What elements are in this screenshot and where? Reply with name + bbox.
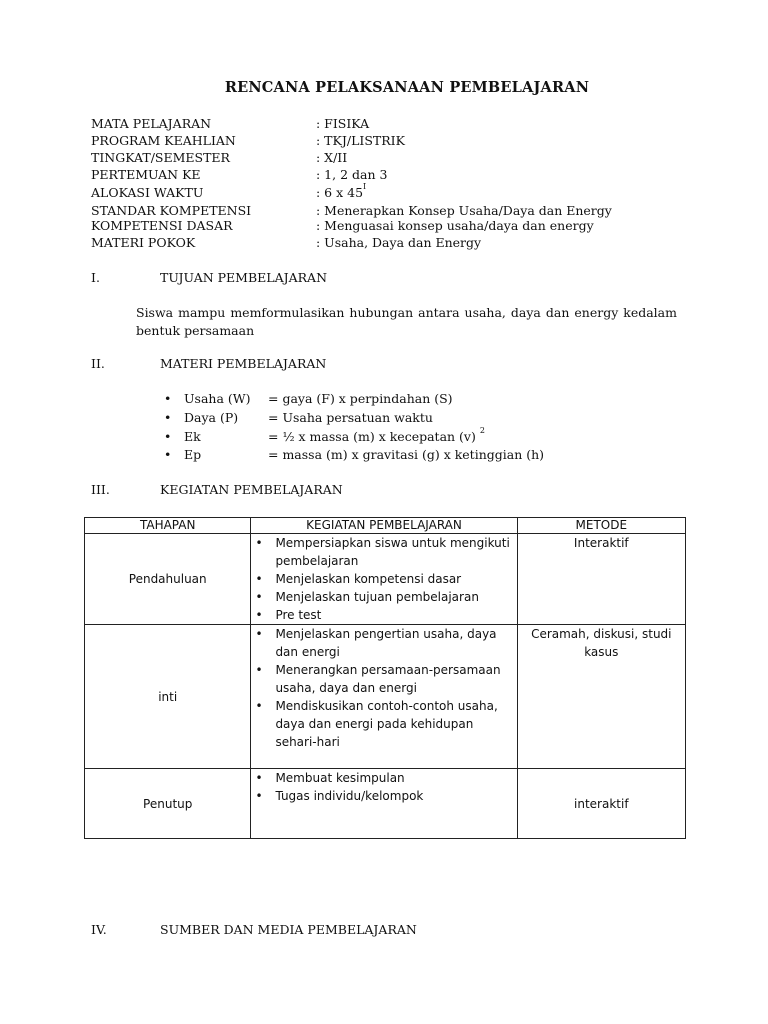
- list-item: • Tugas individu/kelompok: [275, 787, 516, 805]
- stage-cell: Penutup: [85, 769, 251, 839]
- activities-cell: [251, 769, 517, 839]
- section-number: I.: [91, 270, 100, 285]
- bullet-icon: •: [164, 391, 172, 406]
- materi-definition: = massa (m) x gravitasi (g) x ketinggian (h): [268, 447, 545, 462]
- info-label: MATA PELAJARAN: [91, 116, 212, 131]
- bullet-icon: •: [164, 410, 172, 425]
- tujuan-paragraph: [136, 304, 677, 340]
- table-header: METODE: [517, 518, 685, 534]
- list-item: • Menjelaskan kompetensi dasar: [275, 570, 516, 588]
- activities-cell: [251, 534, 517, 625]
- stage-cell: Pendahuluan: [85, 534, 251, 625]
- info-label: STANDAR KOMPETENSI: [91, 203, 252, 218]
- info-label: PERTEMUAN KE: [91, 167, 201, 182]
- info-value: : FISIKA: [316, 116, 370, 131]
- table-header-row: [85, 518, 686, 534]
- list-item: • Menjelaskan tujuan pembelajaran: [275, 588, 516, 606]
- materi-definition-text: = ½ x massa (m) x kecepatan (v): [268, 429, 476, 444]
- activity-list: [251, 625, 516, 751]
- info-value-text: : 6 x 45: [316, 185, 364, 200]
- materi-definition-superscript: 2: [479, 426, 485, 435]
- list-item: • Pre test: [275, 606, 516, 624]
- method-cell: Ceramah, diskusi, studi kasus: [517, 625, 685, 769]
- bullet-icon: •: [164, 429, 172, 444]
- stage-cell: inti: [85, 625, 251, 769]
- section-number: III.: [91, 482, 110, 497]
- bullet-icon: •: [164, 447, 172, 462]
- materi-term: Usaha (W): [184, 391, 251, 406]
- info-value: : Menerapkan Konsep Usaha/Daya dan Energy: [316, 203, 612, 218]
- info-value: [316, 182, 367, 200]
- materi-definition: = Usaha persatuan waktu: [268, 410, 433, 425]
- materi-term: Ek: [184, 429, 201, 444]
- info-label: PROGRAM KEAHLIAN: [91, 133, 236, 148]
- table-row: [85, 769, 686, 839]
- info-label: TINGKAT/SEMESTER: [91, 150, 230, 165]
- activity-list: [251, 769, 516, 805]
- table-row: [85, 534, 686, 625]
- info-label: MATERI POKOK: [91, 235, 196, 250]
- table-header: TAHAPAN: [85, 518, 251, 534]
- method-cell: Interaktif: [517, 534, 685, 625]
- info-label: ALOKASI WAKTU: [91, 185, 204, 200]
- section-number: II.: [91, 356, 105, 371]
- paragraph-line: bentuk persamaan: [136, 323, 255, 338]
- activities-cell: [251, 625, 517, 769]
- info-value: : 1, 2 dan 3: [316, 167, 388, 182]
- info-value: : X/II: [316, 150, 348, 165]
- method-cell: interaktif: [517, 769, 685, 839]
- table-header: KEGIATAN PEMBELAJARAN: [251, 518, 517, 534]
- list-item: • Menjelaskan pengertian usaha, daya dan energi: [275, 625, 516, 661]
- paragraph-line: Siswa mampu memformulasikan hubungan antara usaha, daya dan energy kedalam: [136, 305, 677, 320]
- activity-list: [251, 534, 516, 624]
- list-item: • Membuat kesimpulan: [275, 769, 516, 787]
- list-item: • Menerangkan persamaan-persamaan usaha, daya dan energi: [275, 661, 516, 697]
- info-value-superscript: I: [363, 182, 367, 191]
- section-title-materi: MATERI PEMBELAJARAN: [160, 356, 327, 371]
- section-number: IV.: [91, 922, 107, 937]
- info-value: : TKJ/LISTRIK: [316, 133, 405, 148]
- materi-definition: [268, 426, 485, 444]
- table-row: [85, 625, 686, 769]
- info-value: : Menguasai konsep usaha/daya dan energy: [316, 218, 594, 233]
- materi-term: Daya (P): [184, 410, 239, 425]
- section-title-tujuan: TUJUAN PEMBELAJARAN: [160, 270, 328, 285]
- kegiatan-table: [84, 517, 686, 839]
- section-title-kegiatan: KEGIATAN PEMBELAJARAN: [160, 482, 343, 497]
- materi-term: Ep: [184, 447, 202, 462]
- info-label: KOMPETENSI DASAR: [91, 218, 233, 233]
- list-item: • Mempersiapkan siswa untuk mengikuti pembelajaran: [275, 534, 516, 570]
- materi-definition: = gaya (F) x perpindahan (S): [268, 391, 453, 406]
- document-title: RENCANA PELAKSANAAN PEMBELAJARAN: [224, 79, 590, 96]
- list-item: • Mendiskusikan contoh-contoh usaha, daya dan energi pada kehidupan sehari-hari: [275, 697, 516, 751]
- section-title-sumber: SUMBER DAN MEDIA PEMBELAJARAN: [160, 922, 417, 937]
- info-value: : Usaha, Daya dan Energy: [316, 235, 482, 250]
